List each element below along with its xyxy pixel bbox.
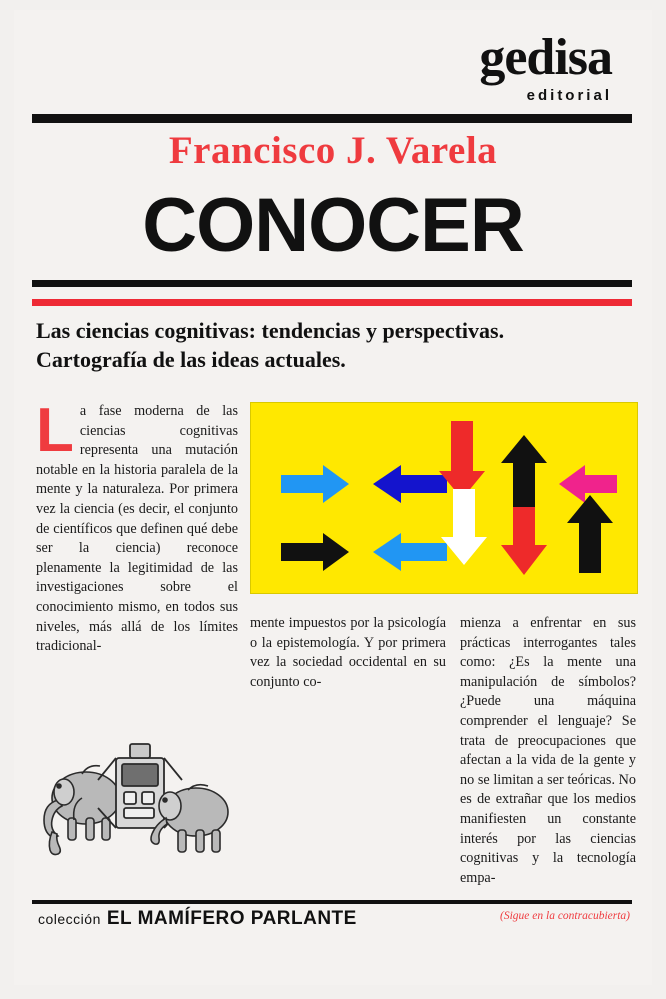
divider-black-under-title [32,280,632,287]
divider-top [32,114,632,123]
arrow-blue-right-upper-left [281,465,349,503]
book-title: CONOCER [142,183,524,268]
collection-name: EL MAMÍFERO PARLANTE [106,908,357,929]
author-name: Francisco J. Varela [168,129,498,172]
body-column-left [36,396,238,657]
arrow-black-right-lower [281,533,349,571]
body-column-right: mienza a enfrentar en sus prácticas interrogantes tales como: ¿Es la mente una manipulación de símbolos? ¿Puede una máquina comprender el lenguaje? Se trata de preocupaciones que afectan a la vida de la gente y no se limitan a ser teóricas. No es de extrañar que los medios manifiesten un constante interés por las ciencias cognitivas y la tecnología empa- [460,615,636,886]
book-subtitle-line1: Las ciencias cognitivas: tendencias y perspectivas. [36,318,505,343]
arrow-blue-left-upper [373,465,447,503]
elephants-with-palanquin-illustration [38,700,238,890]
arrow-magenta-left [559,465,617,503]
collection-label: colección [38,911,101,927]
publisher-subtitle: editorial [526,87,612,104]
book-subtitle [36,316,636,374]
arrow-blue-left-lower [373,533,447,571]
yellow-arrows-panel [250,402,638,594]
publisher-block [252,29,612,104]
arrow-black-up-lower-right [567,495,613,573]
divider-footer [32,900,632,904]
divider-red-under-title [32,299,632,306]
elephants-svg [38,700,238,890]
publisher-name: gedisa [479,29,612,86]
continues-note: (Sigue en la contracubierta) [500,910,630,922]
book-subtitle-line2: Cartografía de las ideas actuales. [36,347,346,372]
drop-cap: L [36,396,74,465]
body-column-left-text: a fase moderna de las ciencias cognitivas representa una mutación notable en la historia paralela de la mente y la naturaleza. Por primera vez la ciencia (es decir, el conjunto de científicos que definen qué debe ser la ciencia) reconoce plenamente la legitimidad de las investigaciones sobre el conocimiento mismo, en todos sus niveles, más allá de los límites tradicional- [36,403,238,655]
arrow-white-down-center [441,489,487,565]
book-cover [14,10,652,985]
arrow-red-down-lower [501,507,547,575]
arrows-diagram [251,403,637,593]
collection-label-block [38,908,357,930]
body-column-middle: mente impuestos por la psicología o la epistemología. Y por primera vez la sociedad occidental en su conjunto co- [250,615,446,690]
